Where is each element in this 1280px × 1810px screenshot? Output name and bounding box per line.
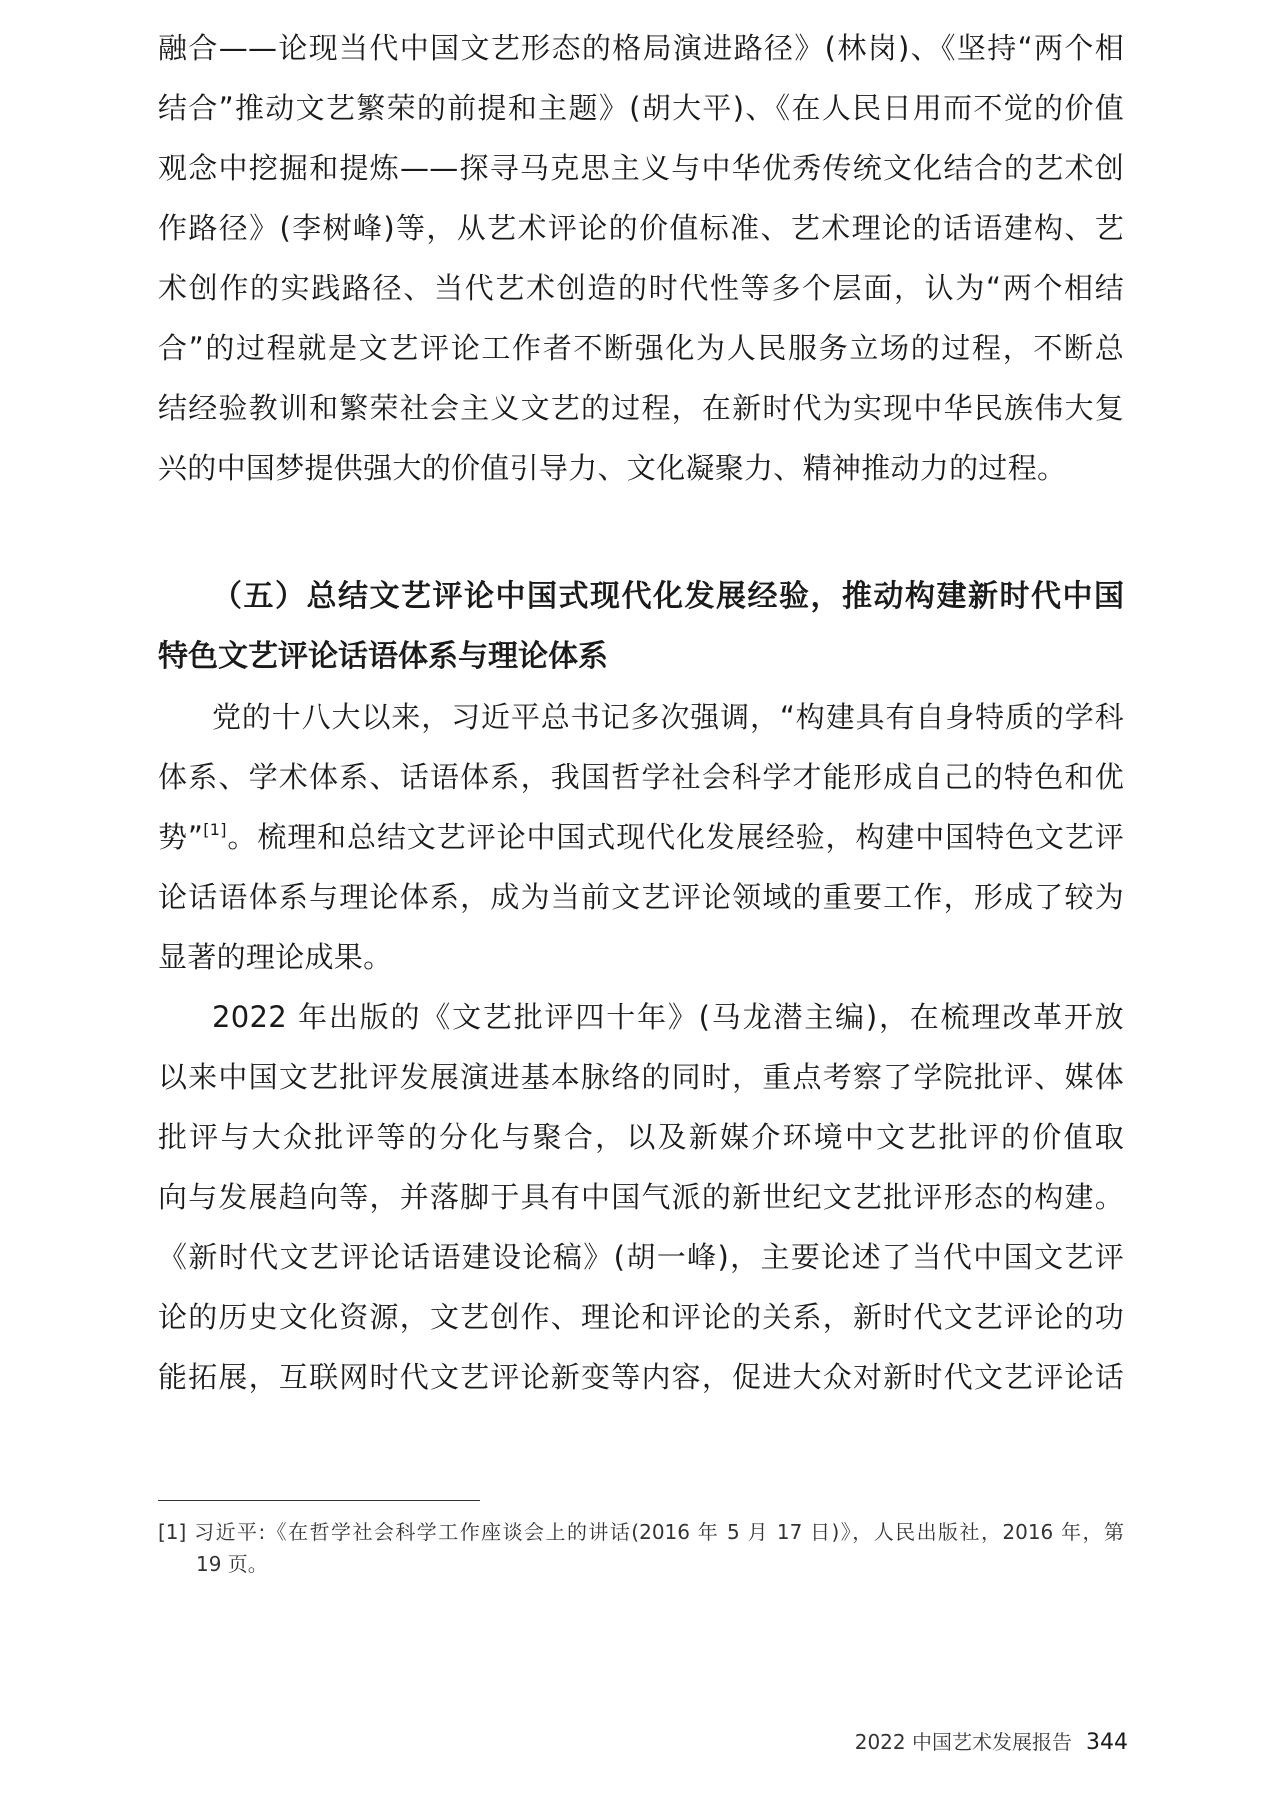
- footnote-divider: [158, 1500, 480, 1501]
- paragraph-line: 论话语体系与理论体系，成为当前文艺评论领域的重要工作，形成了较为: [158, 880, 1124, 914]
- paragraph-line: 以来中国文艺批评发展演进基本脉络的同时，重点考察了学院批评、媒体: [158, 1060, 1124, 1094]
- paragraph-line: 融合——论现当代中国文艺形态的格局演进路径》(林岗)、《坚持“两个相: [158, 31, 1124, 65]
- paragraph-line: 2022 年出版的《文艺批评四十年》(马龙潜主编)，在梳理改革开放: [212, 1000, 1124, 1034]
- paragraph-line: 作路径》(李树峰)等，从艺术评论的价值标准、艺术理论的话语建构、艺: [158, 211, 1124, 245]
- paragraph-line: 批评与大众批评等的分化与聚合，以及新媒介环境中文艺批评的价值取: [158, 1120, 1124, 1154]
- page-number: 344: [1086, 1730, 1128, 1755]
- paragraph-line: 体系、学术体系、话语体系，我国哲学社会科学才能形成自己的特色和优: [158, 760, 1124, 794]
- paragraph-line: 结合”推动文艺繁荣的前提和主题》(胡大平)、《在人民日用而不觉的价值: [158, 91, 1124, 125]
- footnote-line: 19 页。: [196, 1552, 268, 1576]
- section-heading-line: 特色文艺评论话语体系与理论体系: [158, 639, 608, 674]
- paragraph-text: 。梳理和总结文艺评论中国式现代化发展经验，构建中国特色文艺评: [226, 820, 1124, 854]
- page-footer: [855, 1726, 1128, 1755]
- paragraph-line: 能拓展，互联网时代文艺评论新变等内容，促进大众对新时代文艺评论话: [158, 1360, 1124, 1394]
- section-heading-line: （五）总结文艺评论中国式现代化发展经验，推动构建新时代中国: [212, 579, 1124, 614]
- paragraph-line: 《新时代文艺评论话语建设论稿》(胡一峰)，主要论述了当代中国文艺评: [158, 1240, 1124, 1274]
- paragraph-line: 显著的理论成果。: [158, 940, 393, 974]
- paragraph-line: 术创作的实践路径、当代艺术创造的时代性等多个层面，认为“两个相结: [158, 271, 1124, 305]
- running-title: 2022 中国艺术发展报告: [854, 1730, 1072, 1754]
- paragraph-line: 观念中挖掘和提炼——探寻马克思主义与中华优秀传统文化结合的艺术创: [158, 151, 1124, 185]
- footnote-line: [1] 习近平:《在哲学社会科学工作座谈会上的讲话(2016 年 5 月 17 日)》，人民出版社，2016 年，第: [158, 1520, 1124, 1544]
- paragraph-line: 合”的过程就是文艺评论工作者不断强化为人民服务立场的过程，不断总: [158, 331, 1124, 365]
- paragraph-line: 兴的中国梦提供强大的价值引导力、文化凝聚力、精神推动力的过程。: [158, 451, 1067, 485]
- paragraph-line: [158, 807, 1124, 867]
- paragraph-line: 结经验教训和繁荣社会主义文艺的过程，在新时代为实现中华民族伟大复: [158, 391, 1124, 425]
- paragraph-line: 党的十八大以来，习近平总书记多次强调，“构建具有自身特质的学科: [212, 700, 1124, 734]
- footnote-reference[interactable]: [1]: [203, 820, 227, 839]
- paragraph-line: 论的历史文化资源，文艺创作、理论和评论的关系，新时代文艺评论的功: [158, 1300, 1124, 1334]
- paragraph-line: 向与发展趋向等，并落脚于具有中国气派的新世纪文艺批评形态的构建。: [158, 1180, 1124, 1214]
- paragraph-text: 势”: [158, 820, 204, 854]
